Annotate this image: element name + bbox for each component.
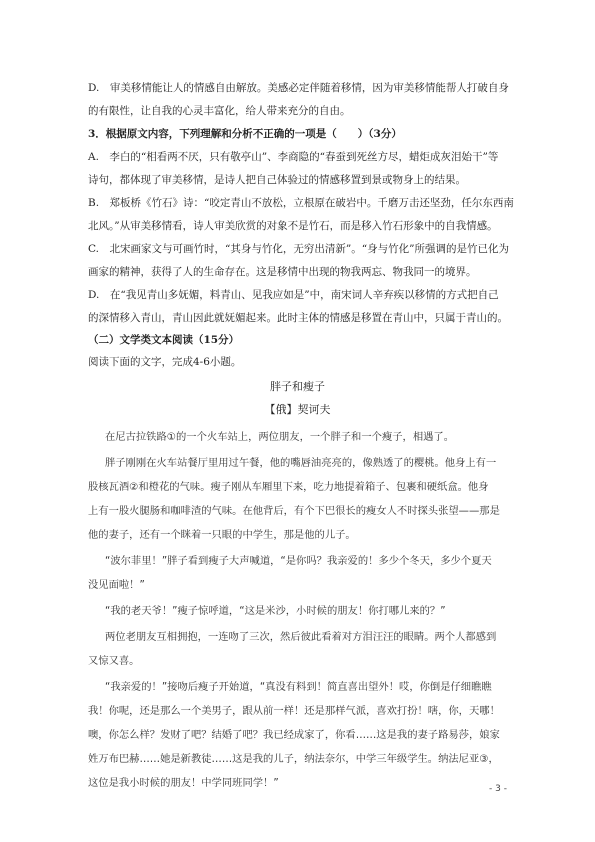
story-p5-line-1: 两位老朋友互相拥抱，一连吻了三次，然后彼此看着对方泪汪汪的眼睛。两个人都感到: [105, 631, 497, 643]
q3-option-d-line-1: D. 在“我见青山多妩媚，料青山、见我应如是”中，南宋词人辛弃疾以移情的方式把自己: [88, 289, 499, 301]
story-paragraph-1: 在尼古拉铁路①的一个火车站上，两位朋友，一个胖子和一个瘦子，相遇了。: [105, 431, 455, 443]
story-p2-line-2: 股核瓦酒②和橙花的气味。瘦子刚从车厢里下来，吃力地提着箱子、包裹和硬纸盒。他身: [88, 481, 489, 493]
q3-option-c-line-1: C. 北宋画家文与可画竹时，“其身与竹化，无穷出清新”。“身与竹化”所强调的是竹已化为: [88, 243, 509, 255]
q3-option-b-line-1: B. 郑板桥《竹石》诗：“咬定青山不放松，立根原在破岩中。千磨万击还坚劲，任尔东西南: [88, 197, 514, 209]
story-paragraph-4: “我的老天爷！”瘦子惊呼道，“这是米沙，小时候的朋友！你打哪儿来的？”: [105, 605, 446, 617]
q3-option-c-line-2: 画家的精神，获得了人的生命存在。这是移情中出现的物我两忘、物我同一的境界。: [88, 266, 477, 278]
question-3-title: 3．根据原文内容，下列理解和分析不正确的一项是（ ）（3分）: [88, 128, 402, 140]
story-author: 【俄】契诃夫: [264, 403, 331, 416]
story-p3-line-2: 没见面啦！”: [88, 579, 145, 591]
story-p6-line-3: 噢，你怎么样？发财了吧？结婚了吧？我已经成家了，你看……这是我的妻子路易莎，娘家: [88, 729, 500, 741]
q3-option-d-line-2: 的深情移入青山，青山因此就妩媚起来。此时主体的情感是移置在青山中，只属于青山的。: [88, 312, 508, 324]
section-heading: （二）文学类文本阅读（15分）: [88, 334, 240, 346]
option-d-line-2: 的有限性，让自我的心灵丰富化，给人带来充分的自由。: [88, 105, 351, 117]
story-title: 胖子和瘦子: [270, 380, 325, 393]
q3-option-b-line-2: 北风。”从审美移情看，诗人审美欣赏的对象不是竹石，而是移入竹石形象中的自我情感。: [88, 220, 498, 232]
story-p6-line-2: 我！你呢，还是那么一个美男子，跟从前一样！还是那样气派，喜欢打扮！嗐，你，天哪！: [88, 705, 500, 717]
story-p6-line-5: 这位是我小时候的朋友！中学同班同学！”: [88, 777, 279, 789]
story-p2-line-3: 上有一股火腿肠和咖啡渣的气味。在他背后，有个下巴很长的瘦女人不时探头张望——那是: [88, 505, 500, 517]
story-p2-line-4: 他的妻子，还有一个眯着一只眼的中学生，那是他的儿子。: [88, 529, 356, 541]
page-number: - 3 -: [489, 784, 507, 794]
story-p6-line-1: “我亲爱的！”接吻后瘦子开始道，“真没有料到！简直喜出望外！哎，你倒是仔细瞧瞧: [105, 681, 492, 693]
story-p3-line-1: “波尔菲里！”胖子看到瘦子大声喊道，“是你吗？我亲爱的！多少个冬天，多少个夏天: [105, 555, 492, 567]
option-d-line-1: D. 审美移情能让人的情感自由解放。美感必定伴随着移情，因为审美移情能帮人打破自身: [88, 82, 509, 94]
section-instruction: 阅读下面的文字，完成4-6小题。: [88, 356, 242, 368]
q3-option-a-line-1: A. 李白的“相看两不厌，只有敬亭山”、李商隐的“春蚕到死丝方尽，蜡炬成灰泪始干”等: [88, 151, 499, 163]
q3-option-a-line-2: 诗句，都体现了审美移情，是诗人把自己体验过的情感移置到景或物身上的结果。: [88, 174, 466, 186]
story-p2-line-1: 胖子刚刚在火车站餐厅里用过午餐，他的嘴唇油亮亮的，像熟透了的樱桃。他身上有一: [105, 457, 497, 469]
story-p5-line-2: 又惊又喜。: [88, 655, 140, 667]
story-p6-line-4: 姓万布巴赫……她是新教徒……这是我的儿子，纳法奈尔，中学三年级学生。纳法尼亚③，: [88, 753, 499, 765]
